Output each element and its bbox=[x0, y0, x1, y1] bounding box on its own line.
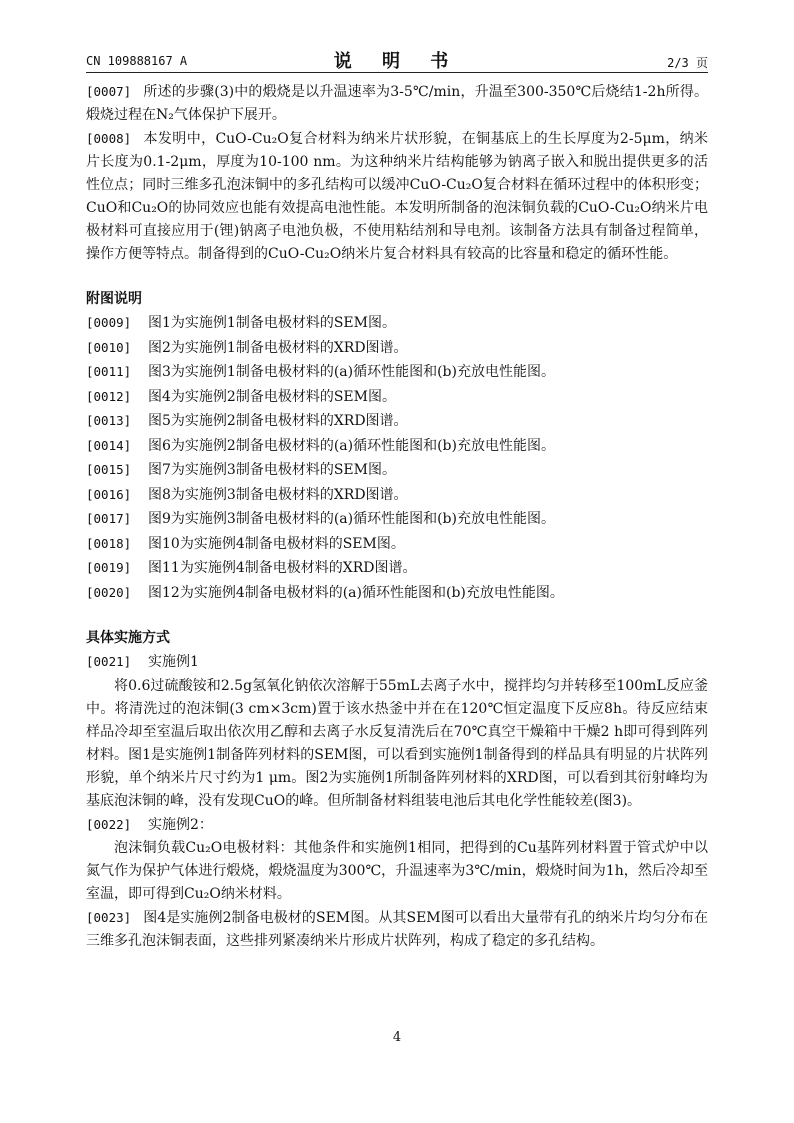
paragraph-text: 本发明中，CuO-Cu₂O复合材料为纳米片状形貌，在铜基底上的生长厚度为2-5μm，纳米片长度为0.1-2μm，厚度为10-100 nm。为这种纳米片结构能够为钠离子嵌入和脱出提供更多的活性位点；同时三维多孔泡沫铜中的多孔结构可以缓冲CuO-Cu₂O复合材料在循环过程中的体积形变；CuO和Cu₂O的协同效应也能有效提高电池性能。本发明所制备的泡沫铜负载的CuO-Cu₂O纳米片电极材料可直接应用于(锂)钠离子电池负极，不使用粘结剂和导电剂。该制备方法具有制备过程简单，操作方便等特点。制备得到的CuO-Cu₂O纳米片复合材料具有较高的比容量和稳定的循环性能。 bbox=[86, 131, 708, 262]
example2-title-line bbox=[86, 813, 708, 838]
example1-body: 将0.6过硫酸铵和2.5g氢氧化钠依次溶解于55mL去离子水中，搅拌均匀并转移至100mL反应釜中。将清洗过的泡沫铜(3 cm×3cm)置于该水热釜中并在在120℃恒定温度下反应8h。待反应结束样品冷却至室温后取出依次用乙醇和去离子水反复清洗后在70℃真空干燥箱中干燥2 h即可得到阵列材料。图1是实施例1制备阵列材料的SEM图，可以看到实施例1制备得到的样品具有明显的片状阵列形貌，单个纳米片尺寸约为1 μm。图2为实施例1所制备阵列材料的XRD图，可以看到其衍射峰均为基底泡沫铜的峰，没有发现CuO的峰。但所制备材料组装电池后其电化学性能较差(图3)。 bbox=[86, 677, 708, 809]
example2-body: 泡沫铜负载Cu₂O电极材料：其他条件和实施例1相同，把得到的Cu基阵列材料置于管式炉中以氮气作为保护气体进行煅烧，煅烧温度为300℃，升温速率为3℃/min，煅烧时间为1h，然后冷却至室温，即可得到Cu₂O纳米材料。 bbox=[86, 840, 708, 902]
paragraph-number: [0015] bbox=[86, 462, 132, 477]
paragraph-number: [0007] bbox=[86, 84, 132, 99]
figure-item bbox=[86, 556, 708, 581]
figure-text: 图8为实施例3制备电极材料的XRD图谱。 bbox=[148, 486, 408, 503]
document-title: 说 明 书 bbox=[333, 51, 461, 72]
document-body bbox=[86, 80, 708, 953]
example1-title-line bbox=[86, 650, 708, 675]
figure-item bbox=[86, 532, 708, 557]
paragraph-0023 bbox=[86, 906, 708, 953]
paragraph-number: [0021] bbox=[86, 654, 132, 669]
example2-title: 实施例2： bbox=[148, 816, 213, 833]
implementation-heading: 具体实施方式 bbox=[86, 630, 170, 646]
paragraph-text: 所述的步骤(3)中的煅烧是以升温速率为3-5℃/min，升温至300-350℃后烧结1-2h所得。煅烧过程在N₂气体保护下展开。 bbox=[86, 84, 708, 123]
paragraph-number: [0008] bbox=[86, 131, 132, 146]
paragraph-number: [0017] bbox=[86, 511, 132, 526]
figure-text: 图6为实施例2制备电极材料的(a)循环性能图和(b)充放电性能图。 bbox=[148, 437, 555, 454]
figure-item bbox=[86, 409, 708, 434]
figure-item bbox=[86, 581, 708, 606]
paragraph-text: 图4是实施例2制备电极材的SEM图。从其SEM图可以看出大量带有孔的纳米片均匀分布在三维多孔泡沫铜表面，这些排列紧凑纳米片形成片状阵列，构成了稳定的多孔结构。 bbox=[86, 910, 708, 949]
paragraph-number: [0011] bbox=[86, 364, 132, 379]
figure-item bbox=[86, 336, 708, 361]
figure-text: 图10为实施例4制备电极材料的SEM图。 bbox=[148, 535, 405, 552]
paragraph-number: [0020] bbox=[86, 584, 132, 600]
paragraph-number: [0022] bbox=[86, 816, 132, 832]
figures-heading: 附图说明 bbox=[86, 291, 142, 307]
figure-item bbox=[86, 507, 708, 532]
figure-item bbox=[86, 360, 708, 385]
figure-item bbox=[86, 434, 708, 459]
page-header bbox=[86, 50, 708, 73]
page-number: 4 bbox=[392, 1030, 402, 1045]
page-indicator: 2/3 页 bbox=[667, 56, 708, 70]
paragraph-number: [0010] bbox=[86, 339, 132, 355]
figure-text: 图3为实施例1制备电极材料的(a)循环性能图和(b)充放电性能图。 bbox=[148, 364, 555, 380]
paragraph-number: [0013] bbox=[86, 413, 132, 428]
figure-text: 图4为实施例2制备电极材料的SEM图。 bbox=[148, 388, 396, 405]
figure-text: 图5为实施例2制备电极材料的XRD图谱。 bbox=[148, 413, 408, 429]
figure-text: 图11为实施例4制备电极材料的XRD图谱。 bbox=[148, 560, 417, 576]
figure-text: 图12为实施例4制备电极材料的(a)循环性能图和(b)充放电性能图。 bbox=[148, 584, 564, 601]
paragraph-0007 bbox=[86, 80, 708, 127]
paragraph-number: [0018] bbox=[86, 535, 132, 551]
paragraph-0008 bbox=[86, 127, 708, 266]
paragraph-number: [0019] bbox=[86, 560, 132, 575]
patent-number: CN 109888167 A bbox=[86, 54, 188, 68]
paragraph-number: [0012] bbox=[86, 388, 132, 404]
figure-text: 图2为实施例1制备电极材料的XRD图谱。 bbox=[148, 339, 408, 356]
paragraph-number: [0014] bbox=[86, 437, 132, 453]
figure-text: 图7为实施例3制备电极材料的SEM图。 bbox=[148, 462, 396, 478]
figure-text: 图1为实施例1制备电极材料的SEM图。 bbox=[148, 315, 396, 331]
figure-item bbox=[86, 385, 708, 410]
figure-text: 图9为实施例3制备电极材料的(a)循环性能图和(b)充放电性能图。 bbox=[148, 511, 555, 527]
figure-item bbox=[86, 311, 708, 336]
example1-title: 实施例1 bbox=[148, 654, 199, 670]
figure-item bbox=[86, 458, 708, 483]
figure-item bbox=[86, 483, 708, 508]
paragraph-number: [0016] bbox=[86, 486, 132, 502]
paragraph-number: [0023] bbox=[86, 910, 132, 925]
figure-list bbox=[86, 311, 708, 605]
paragraph-number: [0009] bbox=[86, 315, 132, 330]
